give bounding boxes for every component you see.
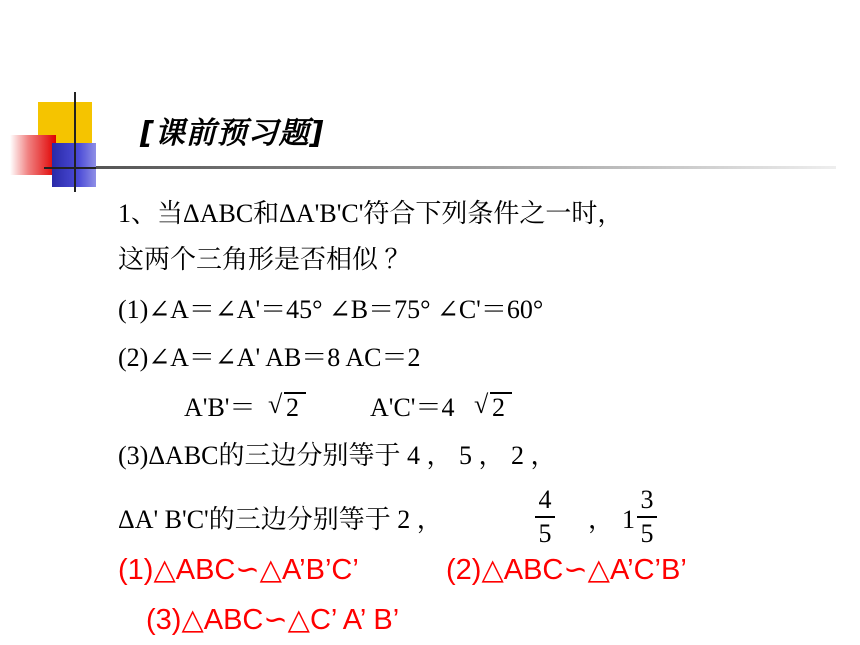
answer-3: (3)△ABC∽△C’ A’ B’: [146, 604, 400, 636]
fraction-denominator: 5: [538, 519, 552, 548]
fraction-numerator: 4: [538, 485, 552, 514]
sqrt-symbol: √: [474, 390, 489, 419]
condition-2-line1: (2)∠A＝∠A' AB＝8 AC＝2: [118, 343, 421, 372]
sqrt-symbol: √: [268, 390, 283, 419]
separator-comma: ，: [588, 505, 615, 534]
sqrt-radicand: 2: [286, 393, 299, 422]
condition-2-ab-label: A'B'＝: [184, 393, 256, 422]
fraction-denominator: 5: [640, 519, 654, 548]
decor-red-square: [10, 135, 56, 175]
condition-1: (1)∠A＝∠A'＝45° ∠B＝75° ∠C'＝60°: [118, 295, 544, 324]
fraction-numerator: 3: [640, 485, 654, 514]
answer-2: (2)△ABC∽△A’C’B’: [446, 554, 687, 586]
sqrt-radicand: 2: [492, 393, 505, 422]
condition-3-line1: (3)ΔABC的三边分别等于 4 ， 5 ， 2 ，: [118, 441, 557, 470]
fraction-bar: [535, 516, 555, 518]
page-title: [课前预习题]: [140, 116, 325, 151]
condition-2-ac-label: A'C'＝4: [370, 393, 455, 422]
question-intro-line1: 1、当ΔABC和ΔA'B'C'符合下列条件之一时，: [118, 199, 624, 228]
condition-3-line2: ΔA' B'C'的三边分别等于 2 ，: [118, 505, 443, 534]
answer-1: (1)△ABC∽△A’B’C’: [118, 554, 359, 586]
title-underline: [96, 166, 836, 169]
fraction-bar: [637, 516, 657, 518]
question-intro-line2: 这两个三角形是否相似 ？: [118, 245, 411, 274]
decor-vertical-line: [74, 92, 76, 192]
mixed-number-whole: 1: [622, 505, 635, 534]
